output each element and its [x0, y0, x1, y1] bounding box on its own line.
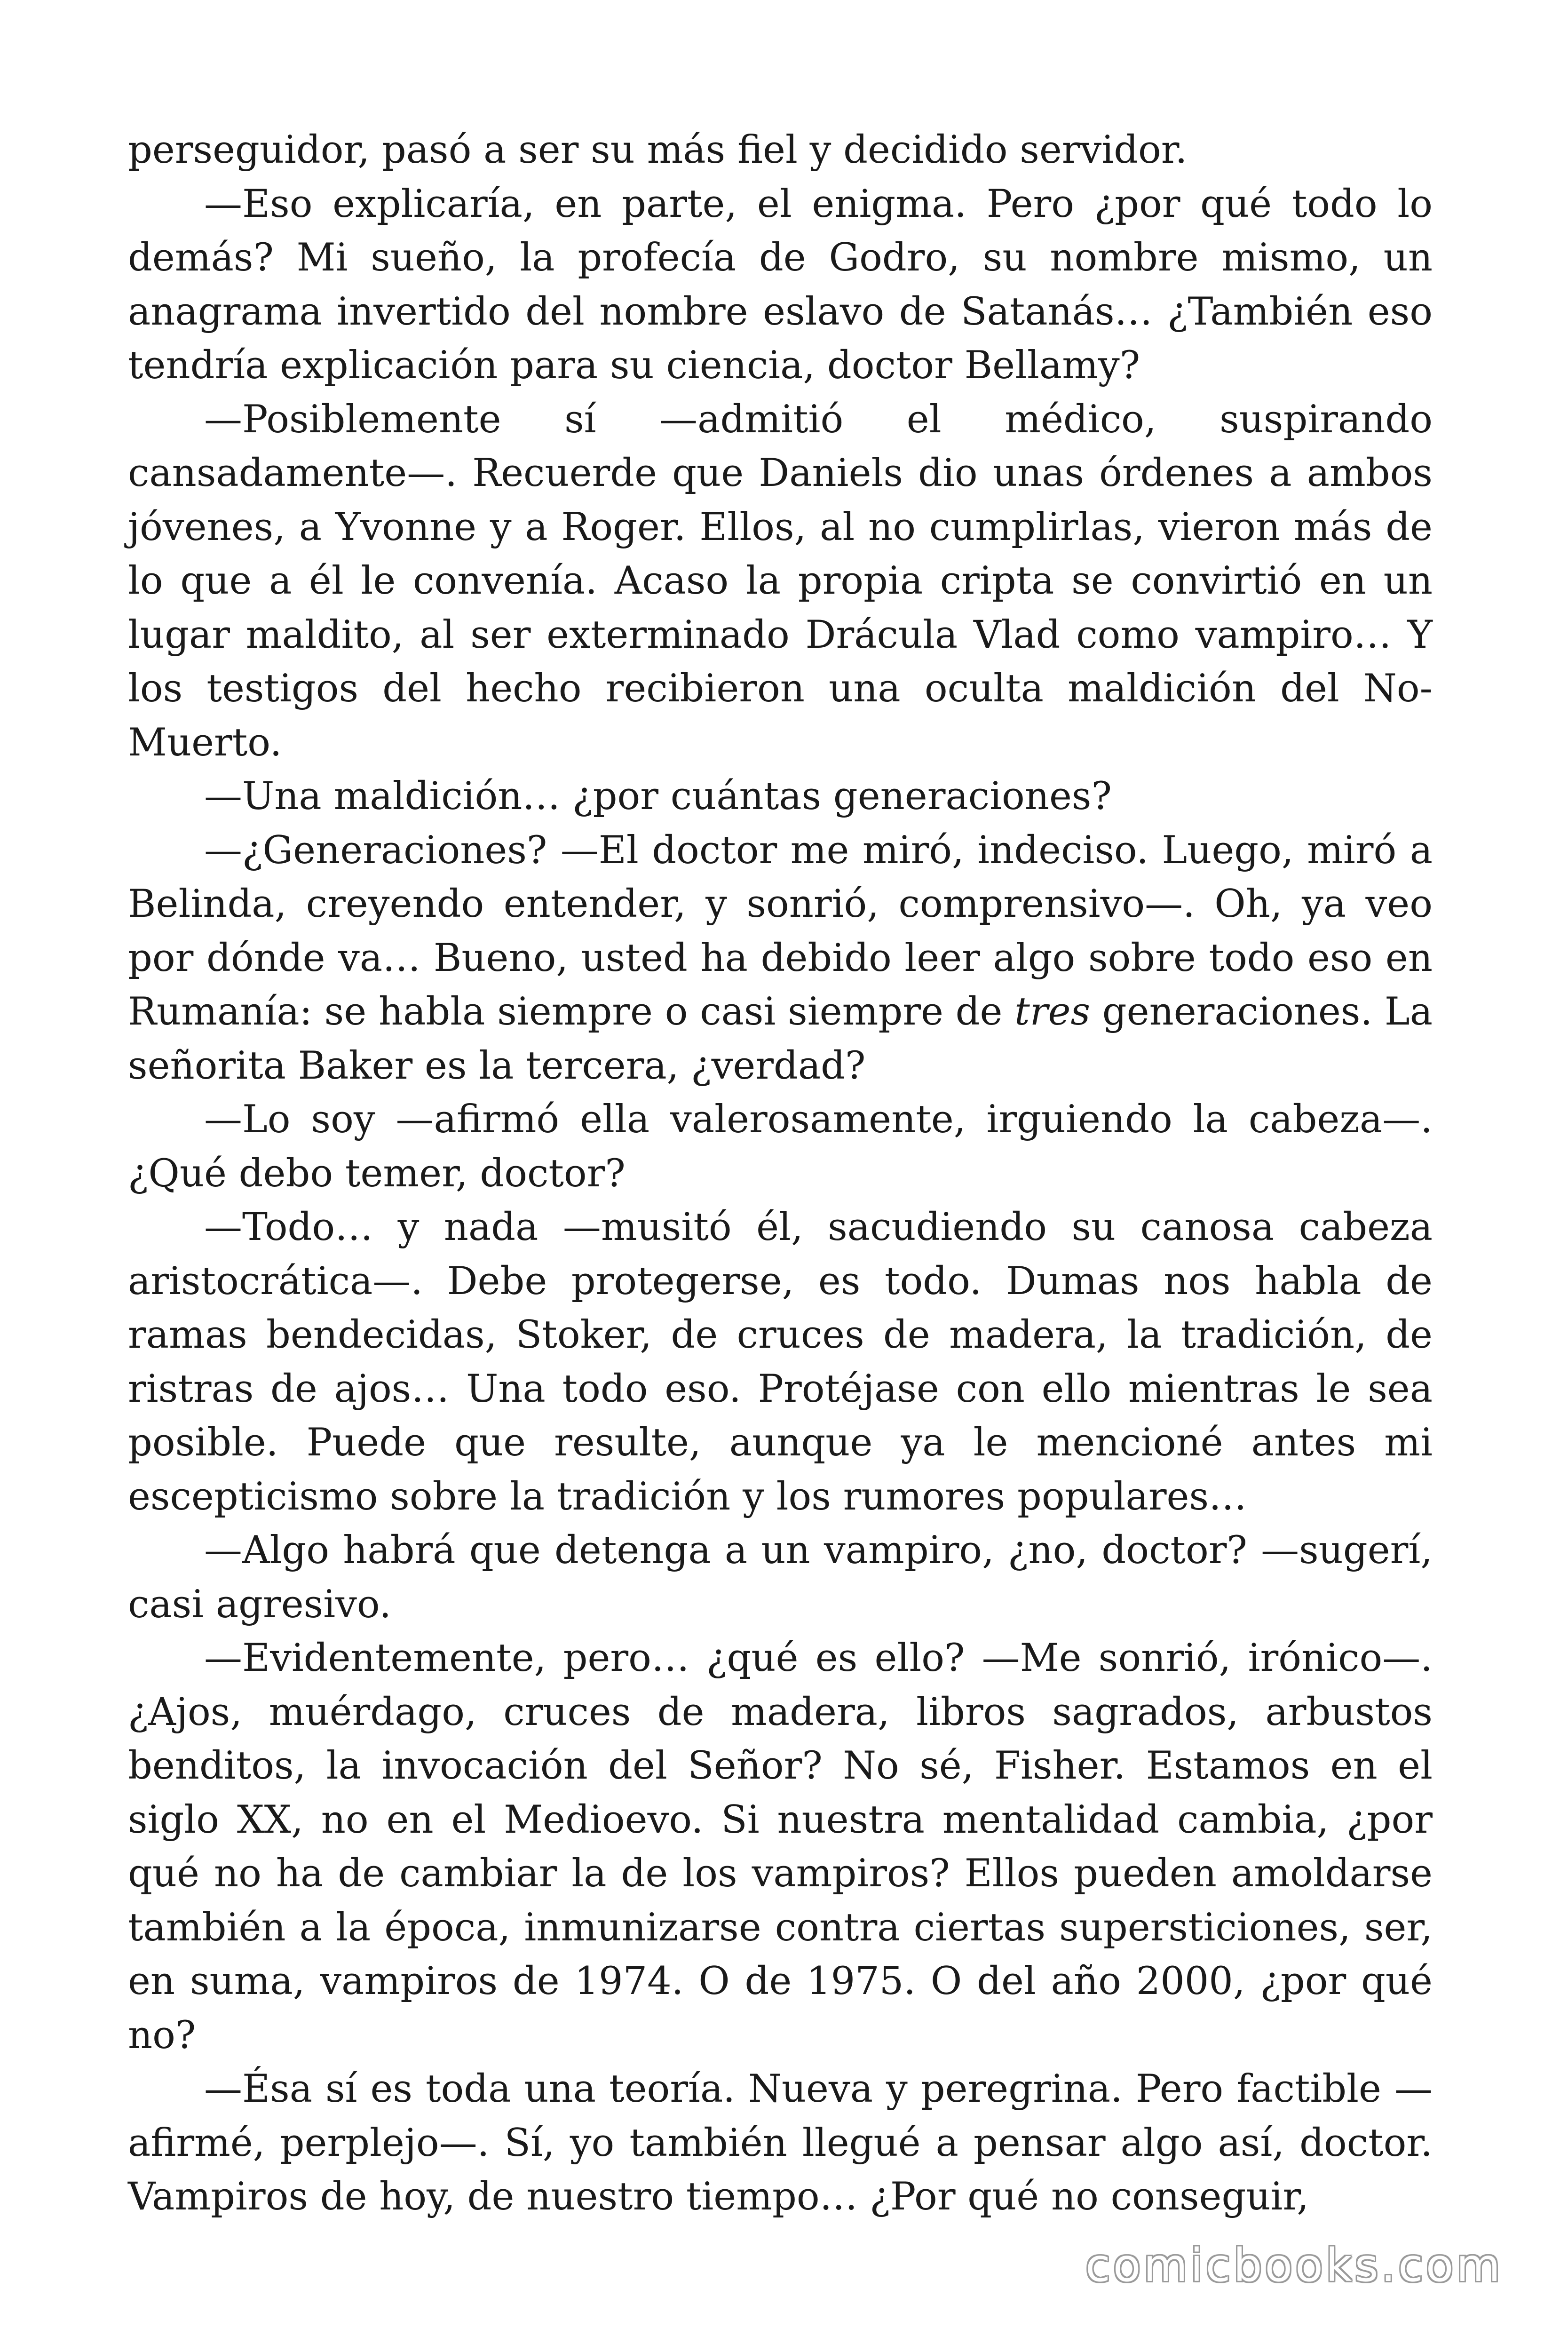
paragraph-2: —Eso explicaría, en parte, el enigma. Pero ¿por qué todo lo demás? Mi sueño, la profecía de Godro, su nombre mismo, un anagrama invertido del nombre eslavo de Satanás… ¿También eso tendría explicación para su ciencia, doctor Bellamy? — [128, 182, 1433, 388]
watermark-logo: comicbooks.com — [1085, 2239, 1503, 2292]
paragraph-9: —Evidentemente, pero… ¿qué es ello? —Me sonrió, irónico—. ¿Ajos, muérdago, cruces de madera, libros sagrados, arbustos benditos, la invocación del Señor? No sé, Fisher. Estamos en el siglo XX, no en el Medioevo. Si nuestra mentalidad cambia, ¿por qué no ha de cambiar la de los vampiros? Ellos pueden amoldarse también a la época, inmunizarse contra ciertas supersticiones, ser, en suma, vampiros de 1974. O de 1975. O del año 2000, ¿por qué no? — [128, 1636, 1433, 2058]
paragraph-1: perseguidor, pasó a ser su más fiel y decidido servidor. — [128, 128, 1188, 172]
paragraph-5-text-before: —¿Generaciones? —El doctor me miró, indeciso. Luego, miró a Belinda, creyendo entender, y sonrió, comprensivo—. Oh, ya veo por dónde va… Bueno, usted ha debido leer algo sobre todo eso en Rumanía: se habla siempre o casi siempre de — [128, 828, 1433, 1034]
paragraph-8: —Algo habrá que detenga a un vampiro, ¿no, doctor? —sugerí, casi agresivo. — [128, 1528, 1433, 1627]
paragraph-5 — [128, 824, 1433, 1093]
paragraph-5-text-after: generaciones. La señorita Baker es la tercera, ¿verdad? — [128, 990, 1433, 1088]
paragraph-4: —Una maldición… ¿por cuántas generaciones? — [204, 774, 1112, 818]
book-page-text — [128, 123, 1433, 2224]
paragraph-6: —Lo soy —afirmó ella valerosamente, irguiendo la cabeza—. ¿Qué debo temer, doctor? — [128, 1097, 1433, 1196]
paragraph-7: —Todo… y nada —musitó él, sacudiendo su canosa cabeza aristocrática—. Debe protegerse, es todo. Dumas nos habla de ramas bendecidas, Stoker, de cruces de madera, la tradición, de ristras de ajos… Una todo eso. Protéjase con ello mientras le sea posible. Puede que resulte, aunque ya le mencioné antes mi escepticismo sobre la tradición y los rumores populares… — [128, 1205, 1433, 1519]
emphasis-word: tres — [1014, 990, 1091, 1034]
paragraph-10: —Ésa sí es toda una teoría. Nueva y peregrina. Pero factible —afirmé, perplejo—. Sí, yo también llegué a pensar algo así, doctor. Vampiros de hoy, de nuestro tiempo… ¿Por qué no conseguir, — [128, 2067, 1433, 2219]
paragraph-3: —Posiblemente sí —admitió el médico, suspirando cansadamente—. Recuerde que Daniels dio unas órdenes a ambos jóvenes, a Yvonne y a Roger. Ellos, al no cumplirlas, vieron más de lo que a él le convenía. Acaso la propia cripta se convirtió en un lugar maldito, al ser exterminado Drácula Vlad como vampiro… Y los testigos del hecho recibieron una oculta maldición del No-Muerto. — [128, 397, 1433, 765]
